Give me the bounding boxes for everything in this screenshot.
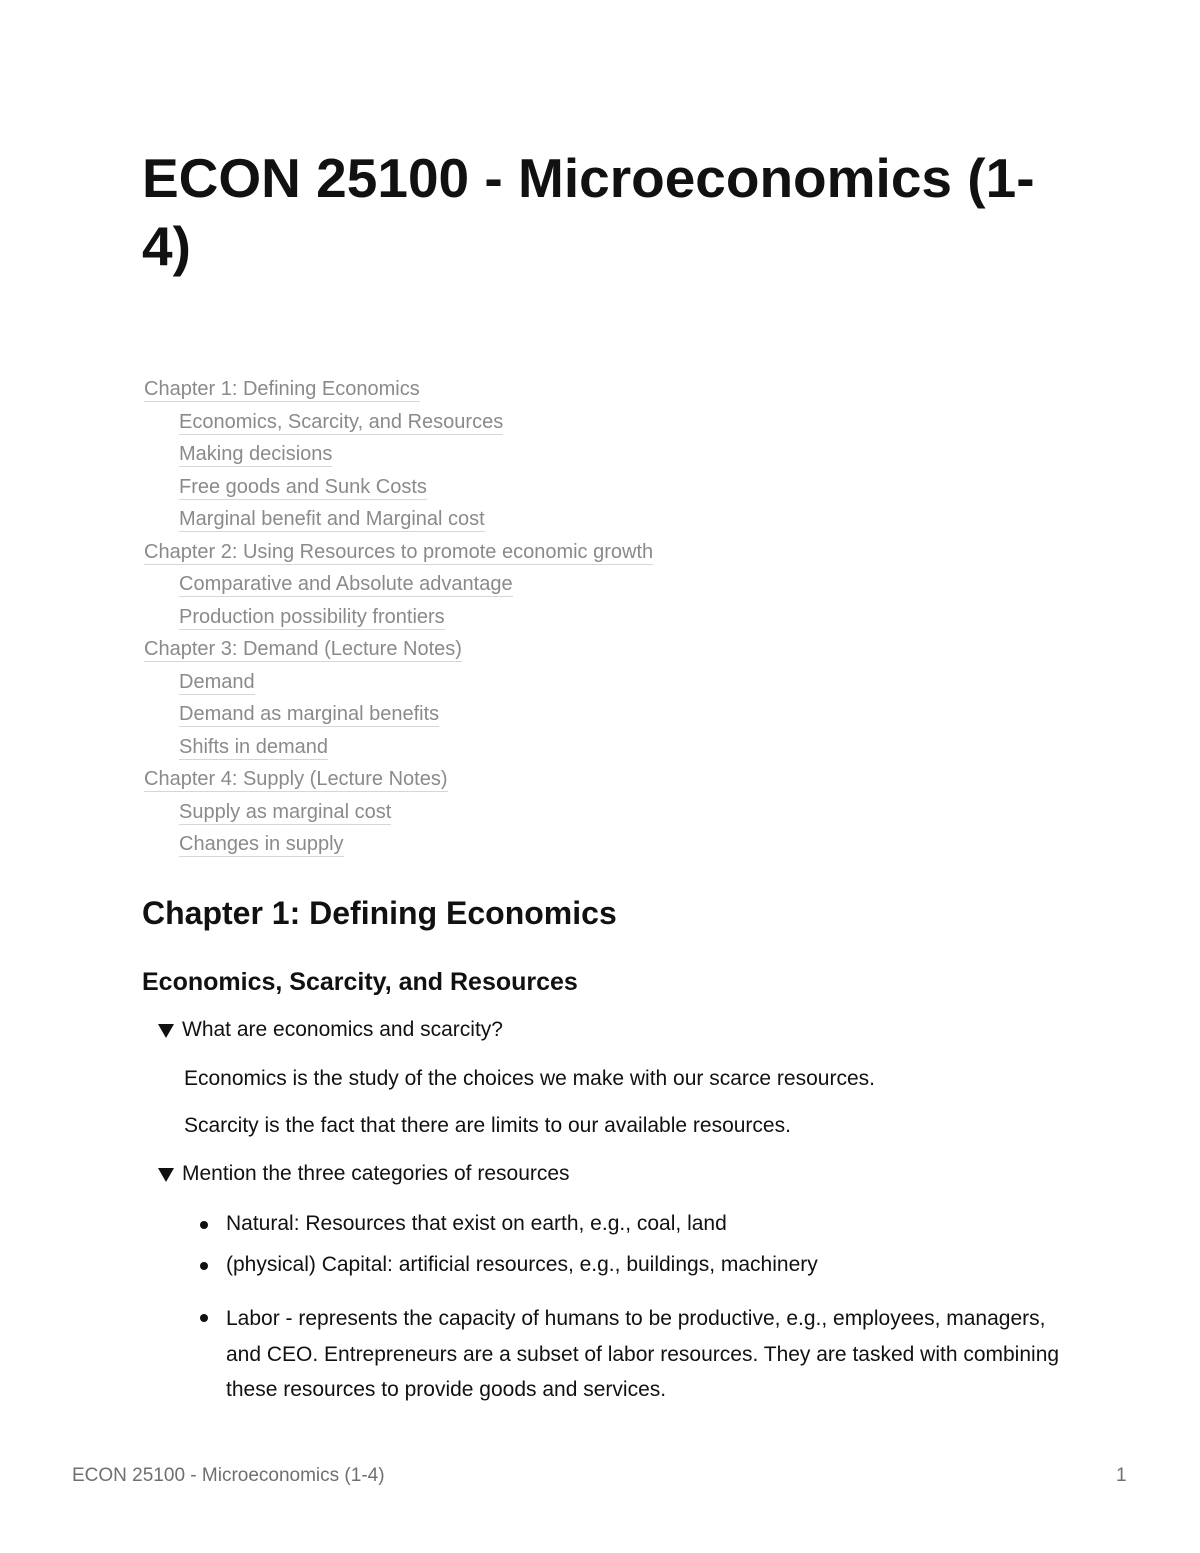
toc-entry (144, 732, 1044, 765)
bullet-icon (200, 1314, 208, 1322)
toc-link-marginal-benefit-cost[interactable]: Marginal benefit and Marginal cost (179, 508, 485, 530)
toc-entry (144, 634, 1044, 667)
toc-link-demand-marginal-benefits[interactable]: Demand as marginal benefits (179, 703, 440, 725)
toggle-resources[interactable] (158, 1160, 570, 1188)
page-number: 1 (1116, 1465, 1127, 1486)
paragraph: Economics is the study of the choices we make with our scarce resources. (184, 1067, 875, 1090)
toc-link-chapter-4[interactable]: Chapter 4: Supply (Lecture Notes) (144, 768, 448, 790)
triangle-down-icon[interactable] (158, 1024, 174, 1038)
toc-entry (144, 504, 1044, 537)
section-heading: Chapter 1: Defining Economics (142, 895, 617, 931)
toggle-scarcity[interactable] (158, 1016, 503, 1044)
toc-entry (144, 797, 1044, 830)
toc-link-chapter-1[interactable]: Chapter 1: Defining Economics (144, 378, 420, 400)
list-item-text: (physical) Capital: artificial resources, e.g., buildings, machinery (226, 1253, 818, 1276)
toc-entry (144, 407, 1044, 440)
toggle-label: Mention the three categories of resources (182, 1162, 570, 1185)
toggle-label: What are economics and scarcity? (182, 1018, 503, 1041)
bullet-icon (200, 1221, 208, 1229)
toc-link-production-possibility-frontiers[interactable]: Production possibility frontiers (179, 605, 445, 628)
toc-link-chapter-2[interactable]: Chapter 2: Using Resources to promote economic growth (144, 540, 654, 563)
paragraph: Scarcity is the fact that there are limits to our available resources. (184, 1114, 791, 1137)
toc-entry (144, 472, 1044, 505)
table-of-contents (144, 374, 1044, 862)
toc-entry (144, 602, 1044, 635)
toc-entry (144, 374, 1044, 407)
toc-link-comparative-absolute-advantage[interactable]: Comparative and Absolute advantage (179, 573, 513, 595)
triangle-down-icon[interactable] (158, 1168, 174, 1182)
toc-entry (144, 439, 1044, 472)
toc-entry (144, 699, 1044, 732)
toc-link-economics-scarcity-resources[interactable]: Economics, Scarcity, and Resources (179, 410, 504, 433)
list-item-text: Labor - represents the capacity of humans to be productive, e.g., employees, managers, and CEO. Entrepreneurs are a subset of labor resources. They are tasked with combining these resources to provide goods and services. (226, 1307, 1060, 1401)
toc-link-chapter-3[interactable]: Chapter 3: Demand (Lecture Notes) (144, 638, 462, 660)
toc-entry (144, 667, 1044, 700)
toc-entry (144, 764, 1044, 797)
bullet-icon (200, 1262, 208, 1270)
toc-entry (144, 537, 1044, 570)
toc-entry (144, 569, 1044, 602)
toc-link-shifts-in-demand[interactable]: Shifts in demand (179, 735, 328, 758)
toc-link-making-decisions[interactable]: Making decisions (179, 443, 333, 465)
toc-entry (144, 829, 1044, 862)
footer-title: ECON 25100 - Microeconomics (1-4) (72, 1465, 385, 1486)
document-title: ECON 25100 - Microeconomics (1-4) (142, 147, 1035, 277)
list-item-text: Natural: Resources that exist on earth, e.g., coal, land (226, 1212, 727, 1235)
toc-link-demand[interactable]: Demand (179, 670, 255, 693)
list-item (200, 1210, 1060, 1238)
toc-link-changes-in-supply[interactable]: Changes in supply (179, 833, 344, 855)
bullet-list (200, 1210, 1060, 1408)
section-subheading: Economics, Scarcity, and Resources (142, 968, 578, 996)
toc-link-free-goods-sunk-costs[interactable]: Free goods and Sunk Costs (179, 475, 427, 498)
list-item (200, 1301, 1060, 1408)
list-item (200, 1251, 1060, 1279)
toc-link-supply-marginal-cost[interactable]: Supply as marginal cost (179, 800, 392, 823)
